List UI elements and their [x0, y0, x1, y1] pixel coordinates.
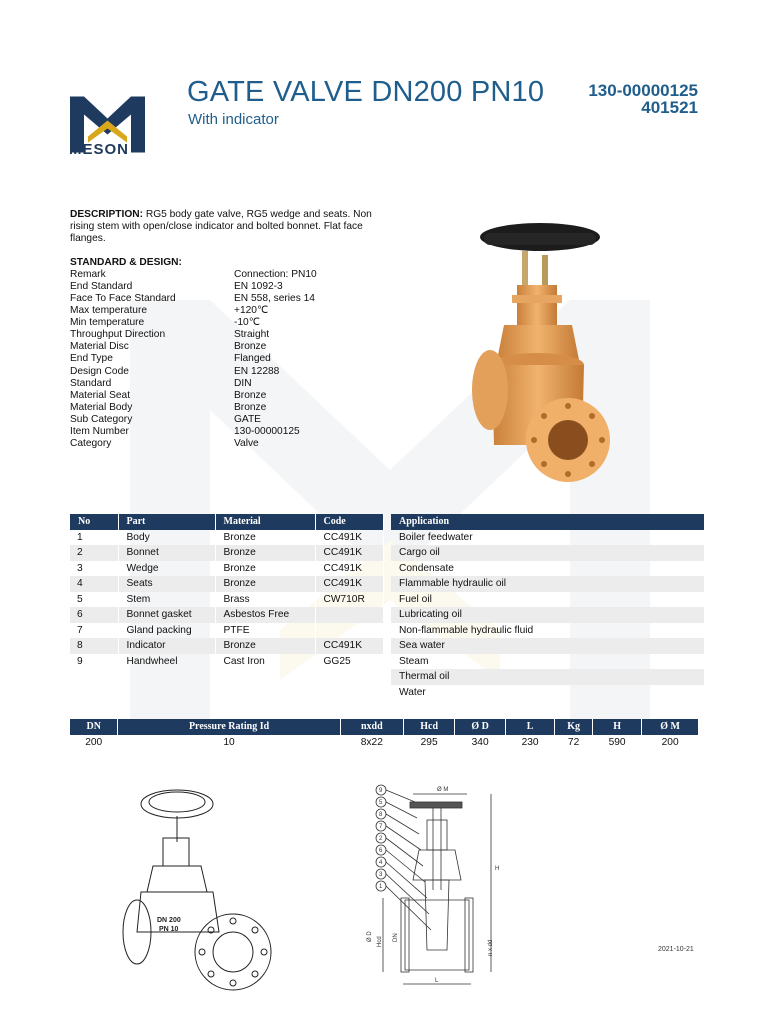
table-row: [70, 607, 384, 623]
dim-nxdd-label: n x dd: [488, 939, 494, 956]
spec-value: Bronze: [234, 389, 267, 401]
callout-leader: [386, 826, 421, 850]
page-title: GATE VALVE DN200 PN10: [187, 76, 545, 108]
table-cell: Wedge: [118, 561, 215, 577]
spec-value: Straight: [234, 329, 270, 341]
spec-label: Remark: [70, 269, 106, 280]
valve-isometric-drawing: [115, 782, 275, 997]
dim-value: 340: [455, 735, 506, 751]
product-codes: [588, 82, 698, 116]
list-item: [391, 669, 705, 685]
list-item: [391, 638, 705, 654]
dim-value: 8x22: [340, 735, 403, 751]
parts-header-code: Code: [315, 514, 384, 530]
table-cell: Bonnet gasket: [118, 607, 215, 623]
table-row: [70, 530, 384, 546]
dim-header: DN: [70, 719, 118, 735]
table-cell: Asbestos Free: [215, 607, 315, 623]
parts-header-material: Material: [215, 514, 315, 530]
table-row: [70, 545, 384, 561]
table-cell: Gland packing: [118, 623, 215, 639]
application-cell: Flammable hydraulic oil: [391, 576, 705, 592]
spec-row: [70, 426, 317, 438]
spec-value: EN 558, series 14: [234, 293, 315, 305]
dim-value: 590: [592, 735, 641, 751]
dim-l-label: L: [435, 978, 439, 984]
spec-value: EN 1092-3: [234, 281, 283, 293]
callout-number: 6: [379, 848, 383, 855]
table-cell: Bronze: [215, 545, 315, 561]
spec-label: Material Body: [70, 401, 133, 413]
spec-label: Category: [70, 437, 112, 449]
dim-header: Ø D: [455, 719, 506, 735]
table-cell: 2: [70, 545, 118, 561]
valve-section-drawing: [355, 780, 515, 990]
spec-label: Item Number: [70, 425, 129, 437]
list-item: [391, 576, 705, 592]
spec-row: [70, 402, 317, 414]
table-cell: [315, 607, 384, 623]
application-cell: Lubricating oil: [391, 607, 705, 623]
dim-value: 295: [403, 735, 454, 751]
list-item: [391, 545, 705, 561]
table-cell: Bronze: [215, 576, 315, 592]
dimensions-table: [70, 719, 699, 750]
table-cell: 7: [70, 623, 118, 639]
spec-row: [70, 341, 317, 353]
parts-header-part: Part: [118, 514, 215, 530]
table-row: [70, 623, 384, 639]
spec-list: [70, 269, 317, 450]
table-cell: [315, 623, 384, 639]
spec-label: Standard: [70, 377, 112, 389]
table-cell: 1: [70, 530, 118, 546]
dim-hcd-label: Hcd: [377, 936, 383, 947]
application-cell: Steam: [391, 654, 705, 670]
revision-date: 2021-10-21: [658, 946, 694, 953]
callout-number: 3: [379, 872, 383, 879]
application-cell: Fuel oil: [391, 592, 705, 608]
table-cell: Body: [118, 530, 215, 546]
list-item: [391, 530, 705, 546]
table-cell: 3: [70, 561, 118, 577]
spec-row: [70, 353, 317, 365]
dim-header: Kg: [555, 719, 593, 735]
spec-row: [70, 317, 317, 329]
table-cell: CC491K: [315, 545, 384, 561]
dim-om-label: Ø M: [437, 787, 449, 793]
spec-value: Bronze: [234, 341, 267, 353]
body-stamp-pn: PN 10: [159, 926, 179, 933]
spec-row: [70, 378, 317, 390]
spec-value: Flanged: [234, 353, 271, 365]
table-cell: 5: [70, 592, 118, 608]
dim-value: 200: [642, 735, 699, 751]
product-code: 130-00000125: [588, 81, 698, 100]
valve-photo: [462, 215, 622, 495]
dim-h-label: H: [495, 866, 500, 872]
brand-name: MESON: [69, 141, 130, 158]
application-cell: Water: [391, 685, 705, 701]
table-cell: CC491K: [315, 638, 384, 654]
dim-header: nxdd: [340, 719, 403, 735]
spec-row: [70, 366, 317, 378]
spec-value: -10℃: [234, 317, 261, 329]
table-cell: Stem: [118, 592, 215, 608]
table-row: [70, 654, 384, 670]
spec-row: [70, 329, 317, 341]
callout-number: 5: [379, 800, 383, 807]
spec-value: +120℃: [234, 305, 269, 317]
spec-label: Material Disc: [70, 341, 129, 353]
table-cell: CC491K: [315, 576, 384, 592]
description-label: DESCRIPTION:: [70, 209, 144, 220]
callout-number: 9: [379, 788, 383, 795]
spec-value: 130-00000125: [234, 425, 300, 437]
description-text: RG5 body gate valve, RG5 wedge and seats. Non rising stem with open/close indicator and bolted bonnet. Flat face flanges.: [70, 209, 372, 244]
callout-leader: [386, 790, 415, 802]
table-cell: Bronze: [215, 530, 315, 546]
table-cell: CW710R: [315, 592, 384, 608]
callout-number: 1: [379, 884, 383, 891]
list-item: [391, 685, 705, 701]
standard-heading: STANDARD & DESIGN:: [70, 257, 182, 268]
table-cell: Bonnet: [118, 545, 215, 561]
spec-row: [70, 414, 317, 426]
table-row: [70, 561, 384, 577]
callout-number: 2: [379, 836, 383, 843]
application-table: [391, 514, 705, 700]
spec-label: Material Seat: [70, 389, 131, 401]
spec-value: Connection: PN10: [234, 269, 317, 280]
table-row: [70, 576, 384, 592]
table-row: [70, 592, 384, 608]
table-cell: Handwheel: [118, 654, 215, 670]
spec-label: Min temperature: [70, 317, 145, 329]
table-cell: CC491K: [315, 530, 384, 546]
dim-od-label: Ø D: [367, 931, 373, 942]
page-subtitle: With indicator: [188, 111, 279, 128]
spec-label: Sub Category: [70, 413, 133, 425]
spec-row: [70, 390, 317, 402]
callout-number: 7: [379, 824, 383, 831]
spec-value: DIN: [234, 377, 252, 389]
table-cell: Bronze: [215, 638, 315, 654]
body-stamp-dn: DN 200: [157, 917, 181, 924]
table-cell: Indicator: [118, 638, 215, 654]
spec-label: Design Code: [70, 365, 129, 377]
list-item: [391, 561, 705, 577]
spec-label: Max temperature: [70, 305, 148, 317]
table-cell: 9: [70, 654, 118, 670]
application-cell: Condensate: [391, 561, 705, 577]
dim-dn-label: DN: [393, 933, 399, 942]
application-cell: Sea water: [391, 638, 705, 654]
spec-row: [70, 438, 317, 450]
list-item: [391, 607, 705, 623]
table-cell: Bronze: [215, 561, 315, 577]
article-number: 401521: [641, 98, 698, 117]
table-cell: 4: [70, 576, 118, 592]
spec-value: Valve: [234, 437, 259, 449]
list-item: [391, 592, 705, 608]
application-cell: Boiler feedwater: [391, 530, 705, 546]
parts-header-no: No: [70, 514, 118, 530]
spec-row: [70, 305, 317, 317]
table-cell: 6: [70, 607, 118, 623]
application-cell: Thermal oil: [391, 669, 705, 685]
dim-header: Ø M: [642, 719, 699, 735]
parts-table: [70, 514, 384, 669]
spec-label: Throughput Direction: [70, 329, 166, 341]
spec-label: Face To Face Standard: [70, 293, 176, 305]
table-cell: PTFE: [215, 623, 315, 639]
dim-header: L: [505, 719, 554, 735]
callout-leader: [386, 838, 423, 866]
spec-value: EN 12288: [234, 365, 280, 377]
dim-value: 200: [70, 735, 118, 751]
dim-header: H: [592, 719, 641, 735]
description: [70, 209, 382, 245]
table-cell: Cast Iron: [215, 654, 315, 670]
callout-number: 8: [379, 812, 383, 819]
table-cell: Seats: [118, 576, 215, 592]
application-cell: Non-flammable hydraulic fluid: [391, 623, 705, 639]
dim-value: 10: [118, 735, 340, 751]
list-item: [391, 654, 705, 670]
table-cell: Brass: [215, 592, 315, 608]
callout-leader: [386, 814, 419, 834]
spec-row: [70, 281, 317, 293]
spec-row: [70, 269, 317, 281]
list-item: [391, 623, 705, 639]
application-header: Application: [391, 514, 705, 530]
callout-number: 4: [379, 860, 383, 867]
spec-value: Bronze: [234, 401, 267, 413]
table-cell: GG25: [315, 654, 384, 670]
callout-leader: [386, 850, 425, 882]
table-row: [70, 638, 384, 654]
table-cell: 8: [70, 638, 118, 654]
table-cell: CC491K: [315, 561, 384, 577]
callout-leader: [386, 886, 431, 930]
spec-label: End Standard: [70, 281, 133, 293]
dim-value: 72: [555, 735, 593, 751]
dim-header: Hcd: [403, 719, 454, 735]
dim-header: Pressure Rating Id: [118, 719, 340, 735]
spec-row: [70, 293, 317, 305]
spec-value: GATE: [234, 413, 261, 425]
application-cell: Cargo oil: [391, 545, 705, 561]
dim-value: 230: [505, 735, 554, 751]
spec-label: End Type: [70, 353, 113, 365]
